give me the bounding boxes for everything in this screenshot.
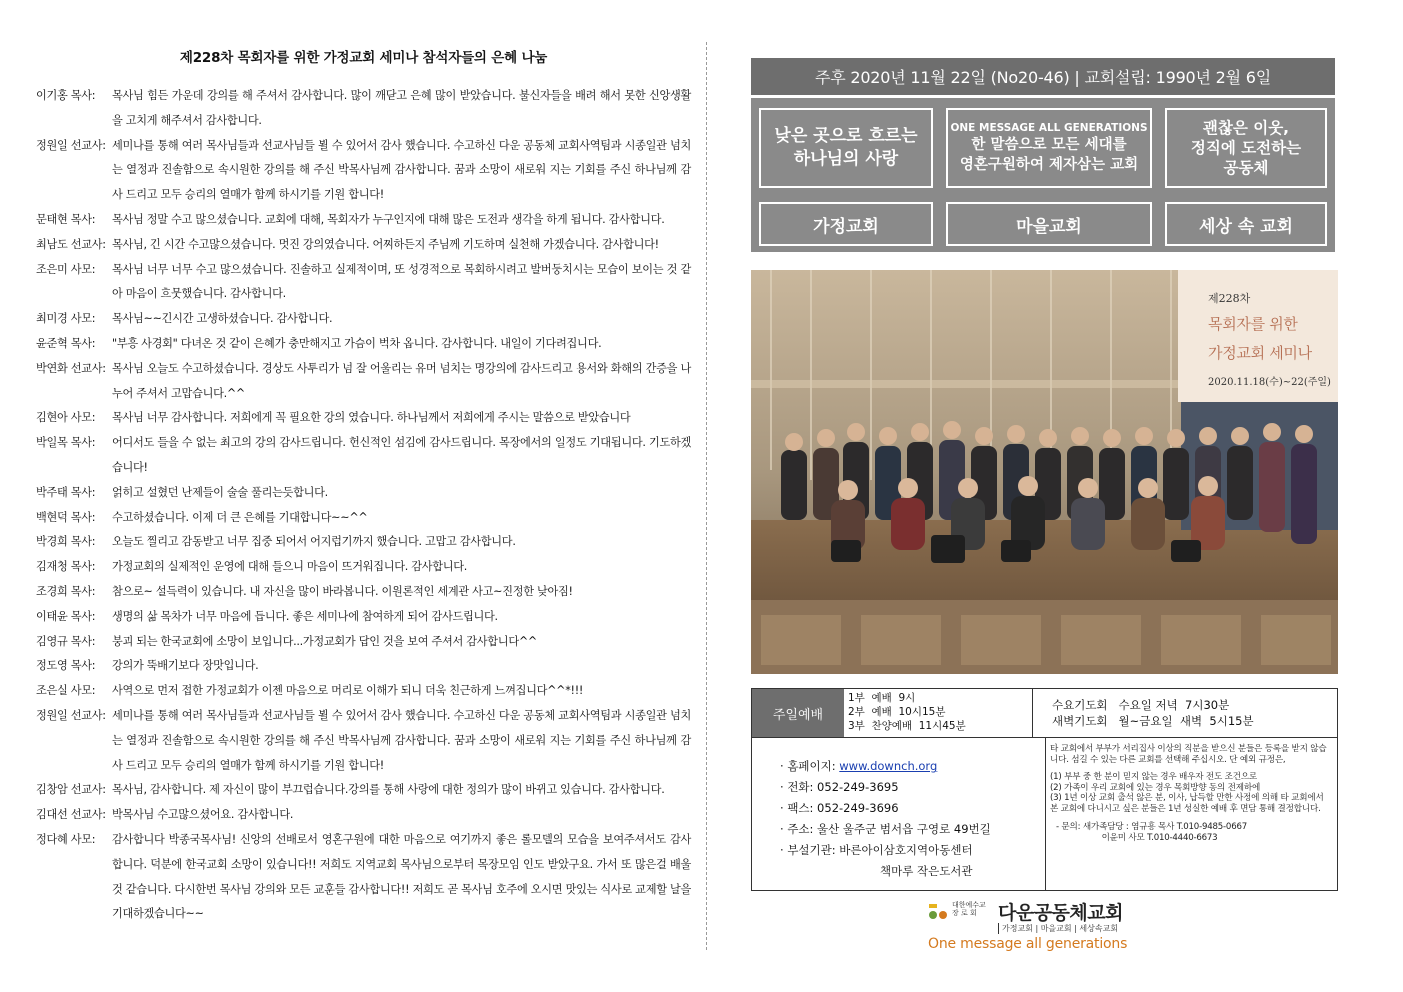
- testimony-entry: [36, 679, 691, 704]
- fax-item: · 팩스: 052-249-3696: [780, 798, 991, 819]
- testimony-author: 박연화 선교사:: [36, 361, 106, 375]
- testimony-entry: [36, 630, 691, 655]
- testimony-author: 박경희 목사:: [36, 535, 96, 549]
- testimony-text: 목사님, 긴 시간 수고많으셨습니다. 멋진 강의였습니다. 어찌하든지 주님께 기도하며 실천해 가겠습니다. 감사합니다!: [112, 237, 659, 251]
- testimony-entry: [36, 134, 691, 208]
- testimony-entry: [36, 654, 691, 679]
- testimony-entry: [36, 431, 691, 481]
- testimony-list: [36, 84, 691, 927]
- registration-notice: [1050, 744, 1334, 843]
- testimony-text: 가정교회의 실제적인 운영에 대해 들으니 마음이 뜨거워집니다. 감사합니다.: [112, 560, 468, 574]
- testimony-author: 정도영 목사:: [36, 659, 96, 673]
- testimony-author: 백현덕 목사:: [36, 510, 96, 524]
- slogan-small: ONE MESSAGE ALL GENERATIONS: [950, 121, 1148, 134]
- testimony-author: 김영규 목사:: [36, 634, 96, 648]
- sunday-service-label: 주일예배: [752, 689, 844, 737]
- testimony-text: 목사님 오늘도 수고하셨습니다. 경상도 사투리가 넘 잘 어울리는 유머 넘치는 명강의에 감사드리고 용서와 화해의 간증을 나누어 주셔서 고맙습니다.^^: [112, 361, 691, 400]
- testimony-entry: [36, 208, 691, 233]
- testimony-author: 박일목 목사:: [36, 436, 96, 450]
- testimony-author: 김창암 선교사:: [36, 783, 106, 797]
- testimony-text: 박목사님 수고많으셨어요. 감사합니다.: [112, 808, 294, 822]
- homepage-label: 홈페이지:: [787, 759, 840, 773]
- category-village-church: 마을교회: [946, 202, 1152, 246]
- logo-denomination-line: 장 로 회: [952, 909, 977, 917]
- notice-contacts: [1050, 822, 1334, 843]
- slogan-box-love: [759, 108, 933, 188]
- slogan-line: 낮은 곳으로 흐르는: [774, 126, 918, 146]
- notice-conditions: (1) 부부 중 한 분이 믿지 않는 경우 배우자 전도 조건으로 (2) 가족이 우리 교회에 있는 경우 목회방향 동의 전제하에 (3) 1년 이상 교회 출석 않은 분, 이사, 납득할 만한 사정에 의해 타 교회에서 본 교회에 다니시고 싶은 분들은 1년 성실한 예배 후 면담 통해 결정합니다.: [1050, 772, 1324, 814]
- testimony-entry: [36, 803, 691, 828]
- testimony-author: 조은실 사모:: [36, 684, 96, 698]
- testimony-entry: [36, 84, 691, 134]
- testimony-entry: [36, 530, 691, 555]
- logo-english-motto: One message all generations: [928, 936, 1128, 952]
- sunday-service-times: [848, 691, 966, 733]
- contact-list: [780, 756, 991, 882]
- testimony-text: 목사님 정말 수고 많으셨습니다. 교회에 대해, 목회자가 누구인지에 대해 많은 도전과 생각을 하게 됩니다. 감사합니다.: [112, 212, 665, 226]
- testimony-entry: [36, 605, 691, 630]
- phone-item: · 전화: 052-249-3695: [780, 777, 991, 798]
- testimony-entry: [36, 704, 691, 778]
- slogan-line: 공동체: [1223, 159, 1269, 177]
- notice-paragraph: 타 교회에서 부부가 서리집사 이상의 직분을 받으신 분들은 등록을 받지 않습니다. 섬길 수 있는 다른 교회를 선택해 주십시오. 단 예외 규정은,: [1050, 744, 1327, 765]
- page-divider: [706, 42, 707, 950]
- slogan-box-neighbor: [1165, 108, 1327, 188]
- homepage-link[interactable]: www.downch.org: [839, 759, 938, 773]
- testimony-author: 윤준혁 목사:: [36, 336, 96, 350]
- testimony-entry: [36, 258, 691, 308]
- testimony-text: 세미나를 통해 여러 목사님들과 선교사님들 뵐 수 있어서 감사 했습니다. 수고하신 다운 공동체 교회사역팀과 시종일관 넘치는 열정과 진솔함으로 속시원한 강의를 해 주신 박목사님께 감사합니다. 꿈과 소망이 새로워 지는 기회를 주신 하나님께 감사 드리고 모두 승리의 열매가 함께 하시기를 기원 합니다!: [112, 138, 691, 202]
- logo-church-name: 다운공동체교회: [998, 902, 1123, 924]
- banner-title-line2: 가정교회 세미나: [1208, 344, 1312, 362]
- testimony-entry: [36, 481, 691, 506]
- slogan-line: 하나님의 사랑: [793, 149, 899, 169]
- testimony-text: 목사님 너무 감사합니다. 저희에게 꼭 필요한 강의 였습니다. 하나님께서 저희에게 주시는 말씀으로 받았습니다: [112, 411, 631, 425]
- testimony-author: 최미경 사모:: [36, 312, 96, 326]
- notice-contact-line: 이윤미 사모 T.010-4440-6673: [1056, 832, 1218, 843]
- testimony-text: 목사님 힘든 가운데 강의를 해 주셔서 감사합니다. 많이 깨닫고 은혜 많이 받았습니다. 불신자들을 배려 해서 못한 신앙생활을 고치게 해주셔서 감사합니다.: [112, 89, 691, 127]
- testimony-text: 강의가 뚝배기보다 장맛입니다.: [112, 659, 259, 673]
- testimony-author: 문태현 목사:: [36, 212, 96, 226]
- contact-box: [751, 737, 1338, 891]
- slogan-box-generations: [946, 108, 1152, 188]
- testimony-entry: [36, 506, 691, 531]
- service-time: 2부 예배 10시15분: [848, 706, 946, 718]
- testimony-entry: [36, 332, 691, 357]
- testimony-entry: [36, 555, 691, 580]
- testimony-text: 오늘도 찔리고 감동받고 너무 집중 되어서 어지럽기까지 했습니다. 고맙고 감사합니다.: [112, 535, 516, 549]
- group-photo: [751, 270, 1338, 674]
- weekday-prayer-times: [1052, 697, 1254, 729]
- notice-contact-line: - 문의: 새가족담당 : 염규흥 목사 T.010-9485-0667: [1056, 822, 1248, 832]
- testimony-entry: [36, 778, 691, 803]
- testimony-author: 이기홍 목사:: [36, 89, 96, 102]
- testimony-author: 이태윤 목사:: [36, 609, 96, 623]
- testimony-author: 김재청 목사:: [36, 560, 96, 574]
- testimony-author: 박주태 목사:: [36, 485, 96, 499]
- slogan-line: 정직에 도전하는: [1190, 139, 1302, 157]
- testimony-entry: [36, 828, 691, 927]
- testimony-text: 세미나를 통해 여러 목사님들과 선교사님들 뵐 수 있어서 감사 했습니다. 수고하신 다운 공동체 교회사역팀과 시종일관 넘치는 열정과 진솔함으로 속시원한 강의를 해 주신 박목사님께 감사합니다. 꿈과 소망이 새로워 지는 기회를 주신 하나님께 감사 드리고 모두 승리의 열매가 함께 하시기를 기원 합니다!: [112, 708, 691, 772]
- slogan-line: 한 말씀으로 모든 세대를: [971, 136, 1127, 153]
- contact-divider: [1045, 738, 1046, 890]
- address-item: · 주소: 울산 울주군 범서읍 구영로 49번길: [780, 819, 991, 840]
- testimony-text: 얽히고 설혔던 난제들이 술술 풀리는듯합니다.: [112, 485, 328, 499]
- logo-tags: 가정교회 | 마을교회 | 세상속교회: [998, 923, 1118, 934]
- testimony-text: 참으로~ 설득력이 있습니다. 내 자신을 많이 바라봅니다. 이원론적인 세계관 사고~진정한 낮아짐!: [112, 584, 573, 598]
- affiliate-item-2: 책마루 작은도서관: [880, 864, 973, 878]
- banner-title-line1: 목회자를 위한: [1208, 315, 1298, 333]
- testimony-author: 최남도 선교사:: [36, 237, 106, 251]
- testimony-author: 조은미 사모:: [36, 262, 96, 276]
- seminar-banner: [1178, 270, 1338, 402]
- category-world-church: 세상 속 교회: [1165, 202, 1327, 246]
- testimony-entry: [36, 233, 691, 258]
- banner-date: 2020.11.18(수)~22(주일): [1208, 377, 1331, 388]
- testimony-author: 정원일 선교사:: [36, 708, 106, 722]
- table-divider: [1032, 689, 1033, 737]
- date-header: 주후 2020년 11월 22일 (No20-46) | 교회설립: 1990년 2월 6일: [751, 58, 1335, 95]
- logo-denomination-line: 대한예수교: [952, 901, 986, 909]
- testimony-entry: [36, 406, 691, 431]
- logo-denomination: [952, 901, 986, 917]
- prayer-time: 수요기도회 수요일 저녁 7시30분: [1052, 698, 1230, 712]
- testimony-text: 어디서도 들을 수 없는 최고의 강의 감사드립니다. 헌신적인 섬김에 감사드립니다. 목장에서의 일정도 기대됩니다. 기도하겠습니다!: [112, 436, 691, 474]
- prayer-time: 새벽기도회 월~금요일 새벽 5시15분: [1052, 714, 1254, 728]
- testimony-text: 목사님~~긴시간 고생하셨습니다. 감사합니다.: [112, 312, 333, 326]
- testimony-text: 붕괴 되는 한국교회에 소망이 보입니다...가정교회가 답인 것을 보여 주셔서 감사합니다^^: [112, 634, 537, 648]
- testimony-text: 생명의 삶 목차가 너무 마음에 듭니다. 좋은 세미나에 참여하게 되어 감사드립니다.: [112, 609, 498, 623]
- church-logo-icon: [928, 902, 950, 922]
- testimony-text: 목사님, 감사합니다. 제 자신이 많이 부끄럽습니다.강의를 통해 사랑에 대한 정의가 많이 바뀌고 있습니다. 감사합니다.: [112, 783, 665, 797]
- category-house-church: 가정교회: [759, 202, 933, 246]
- testimony-entry: [36, 580, 691, 605]
- left-page-title: 제228차 목회자를 위한 가정교회 세미나 참석자들의 은혜 나눔: [179, 50, 548, 66]
- testimony-author: 김대선 선교사:: [36, 808, 106, 822]
- homepage-item: [780, 756, 991, 777]
- service-time: 3부 찬양예배 11시45분: [848, 720, 966, 732]
- testimony-author: 조경희 목사:: [36, 584, 96, 598]
- testimony-text: 감사합니다 박종국목사님! 신앙의 선배로서 영혼구원에 대한 마음으로 여기까지 좋은 롤모델의 모습을 보여주셔서도 감사합니다. 덕분에 한국교회 소망이 있습니다!! 저희도 지역교회 목사님으로부터 목장모임 인도 받았구요. 가서 또 많은걸 배울것 같습니다. 다시한번 목사님 강의와 모든 교훈들 감사합니다!! 저희도 곧 목사님 호주에 오시면 맛있는 식사로 교제할 날을 기대하겠습니다~~: [112, 832, 691, 921]
- slogan-line: 괜찮은 이웃,: [1202, 119, 1290, 137]
- slogan-line: 영혼구원하여 제자삼는 교회: [959, 156, 1139, 173]
- affiliate-item: · 부설기관: 바른아이삼호지역아동센터: [780, 840, 991, 861]
- slogan-panel: [751, 98, 1335, 252]
- testimony-author: 김현아 사모:: [36, 411, 96, 425]
- church-logo: [928, 900, 1148, 960]
- left-page: [36, 40, 691, 927]
- testimony-text: 사역으로 먼저 접한 가정교회가 이젠 마음으로 머리로 이해가 되니 더욱 친근하게 느껴집니다^^*!!!: [112, 684, 584, 698]
- testimony-text: "부흥 사경회" 다녀온 것 같이 은혜가 충만해지고 가슴이 벅차 옵니다. 감사합니다. 내일이 기다려집니다.: [112, 336, 602, 350]
- testimony-entry: [36, 307, 691, 332]
- testimony-text: 수고하셨습니다. 이제 더 큰 은혜를 기대합니다~~^^: [112, 510, 368, 524]
- testimony-author: 정다혜 사모:: [36, 832, 96, 846]
- testimony-author: 정원일 선교사:: [36, 138, 106, 152]
- service-times-table: [751, 688, 1338, 738]
- testimony-entry: [36, 357, 691, 407]
- testimony-text: 목사님 너무 너무 수고 많으셨습니다. 진솔하고 실제적이며, 또 성경적으로 목회하시려고 발버둥치시는 모습이 보이는 것 같아 마음이 흐뭇했습니다. 감사합니다.: [112, 262, 691, 301]
- service-time: 1부 예배 9시: [848, 692, 916, 704]
- banner-number: 제228차: [1208, 292, 1251, 305]
